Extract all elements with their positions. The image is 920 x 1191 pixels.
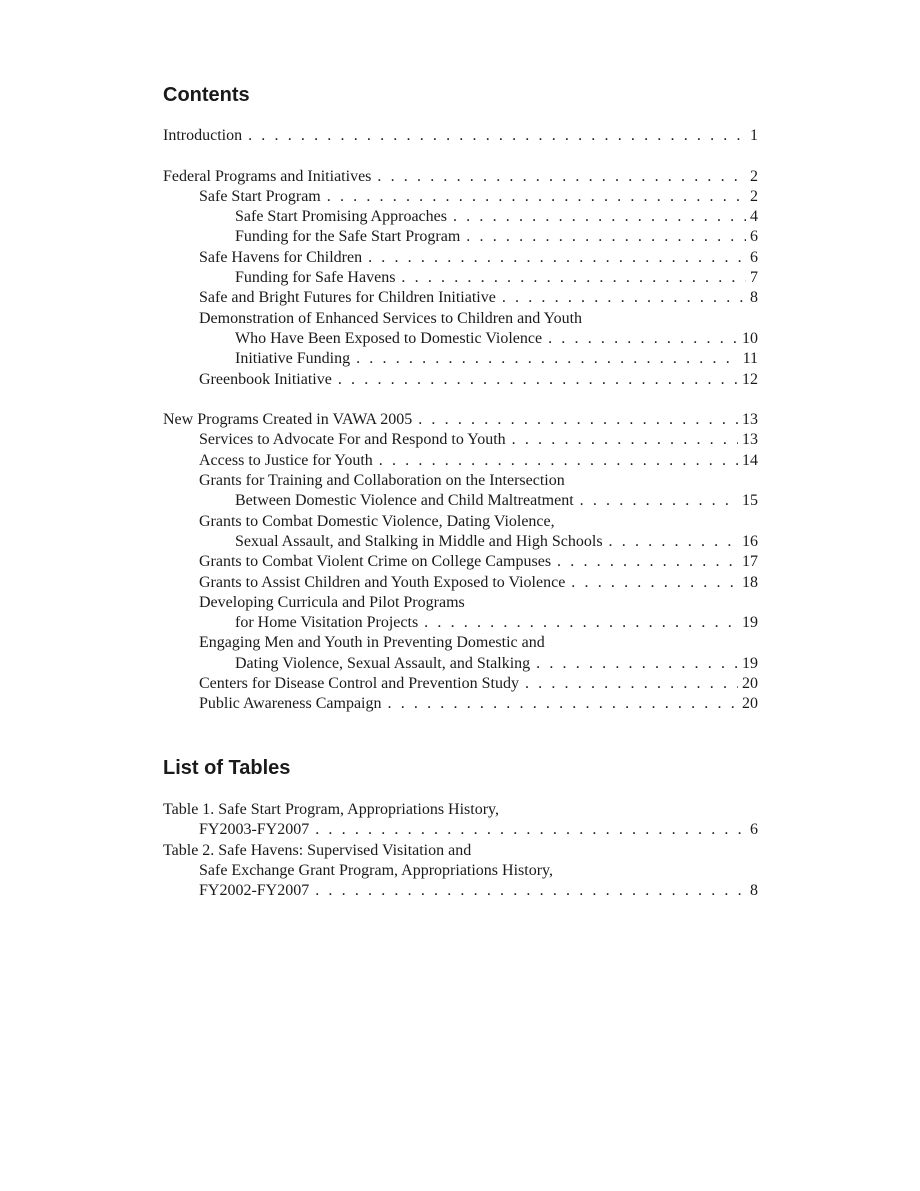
toc-entry-campus-grants[interactable]: Grants to Combat Violent Crime on College Campuses . . . 17 xyxy=(163,552,758,572)
toc-entry-services-youth[interactable]: Services to Advocate For and Respond to Youth . . . 13 xyxy=(163,430,758,450)
toc-entry-access-justice[interactable]: Access to Justice for Youth . . . 14 xyxy=(163,451,758,471)
toc-entry-safe-bright-futures[interactable]: Safe and Bright Futures for Children Initiative . . . 8 xyxy=(163,288,758,308)
toc-entry-engaging-men[interactable]: Dating Violence, Sexual Assault, and Stalking . . . 19 xyxy=(163,654,758,674)
toc-entry-assist-children[interactable]: Grants to Assist Children and Youth Exposed to Violence . . . 18 xyxy=(163,573,758,593)
toc-entry-safe-havens-funding[interactable]: Funding for Safe Havens . . . 7 xyxy=(163,268,758,288)
contents-list xyxy=(163,126,758,715)
toc-entry-training-grants[interactable]: Between Domestic Violence and Child Maltreatment . . . 15 xyxy=(163,491,758,511)
toc-entry-curricula[interactable]: for Home Visitation Projects . . . 19 xyxy=(163,613,758,633)
toc-entry-training-grants-line1[interactable]: Grants for Training and Collaboration on the Intersection xyxy=(199,472,565,490)
list-of-tables-heading: List of Tables xyxy=(163,757,291,779)
toc-entry-federal-programs[interactable]: Federal Programs and Initiatives . . . 2 xyxy=(163,167,758,187)
toc-entry-initiative-funding[interactable]: Initiative Funding . . . 11 xyxy=(163,349,758,369)
toc-entry-safe-start[interactable]: Safe Start Program . . . 2 xyxy=(163,187,758,207)
table-entry-1-line1[interactable]: Table 1. Safe Start Program, Appropriations History, xyxy=(163,801,500,818)
toc-entry-safe-start-approaches[interactable]: Safe Start Promising Approaches . . . 4 xyxy=(163,207,758,227)
toc-entry-engaging-men-line1[interactable]: Engaging Men and Youth in Preventing Domestic and xyxy=(199,634,545,652)
toc-entry-safe-start-funding[interactable]: Funding for the Safe Start Program . . . 6 xyxy=(163,227,758,247)
toc-entry-schools-grants-line1[interactable]: Grants to Combat Domestic Violence, Dating Violence, xyxy=(199,512,555,530)
contents-heading: Contents xyxy=(163,84,250,106)
toc-entry-public-awareness[interactable]: Public Awareness Campaign . . . 20 xyxy=(163,694,758,714)
toc-entry-demonstration-line1[interactable]: Demonstration of Enhanced Services to Children and Youth xyxy=(199,309,583,327)
table-entry-1[interactable]: FY2003-FY2007 . . . 6 xyxy=(163,820,758,840)
table-entry-2-line1[interactable]: Table 2. Safe Havens: Supervised Visitation and xyxy=(163,841,472,859)
toc-entry-new-programs[interactable]: New Programs Created in VAWA 2005 . . . 13 xyxy=(163,410,758,430)
table-entry-2[interactable]: FY2002-FY2007 . . . 8 xyxy=(163,881,758,901)
list-of-tables xyxy=(163,800,758,901)
toc-entry-greenbook[interactable]: Greenbook Initiative . . . 12 xyxy=(163,370,758,390)
toc-entry-safe-havens[interactable]: Safe Havens for Children . . . 6 xyxy=(163,248,758,268)
toc-entry-schools-grants[interactable]: Sexual Assault, and Stalking in Middle and High Schools . . . 16 xyxy=(163,532,758,552)
toc-entry-introduction[interactable]: Introduction . . . 1 xyxy=(163,126,758,146)
toc-entry-cdc-study[interactable]: Centers for Disease Control and Prevention Study . . . 20 xyxy=(163,674,758,694)
toc-entry-curricula-line1[interactable]: Developing Curricula and Pilot Programs xyxy=(199,593,465,611)
toc-entry-demonstration[interactable]: Who Have Been Exposed to Domestic Violence . . . 10 xyxy=(163,329,758,349)
table-entry-2-line2[interactable]: Safe Exchange Grant Program, Appropriations History, xyxy=(199,861,553,879)
